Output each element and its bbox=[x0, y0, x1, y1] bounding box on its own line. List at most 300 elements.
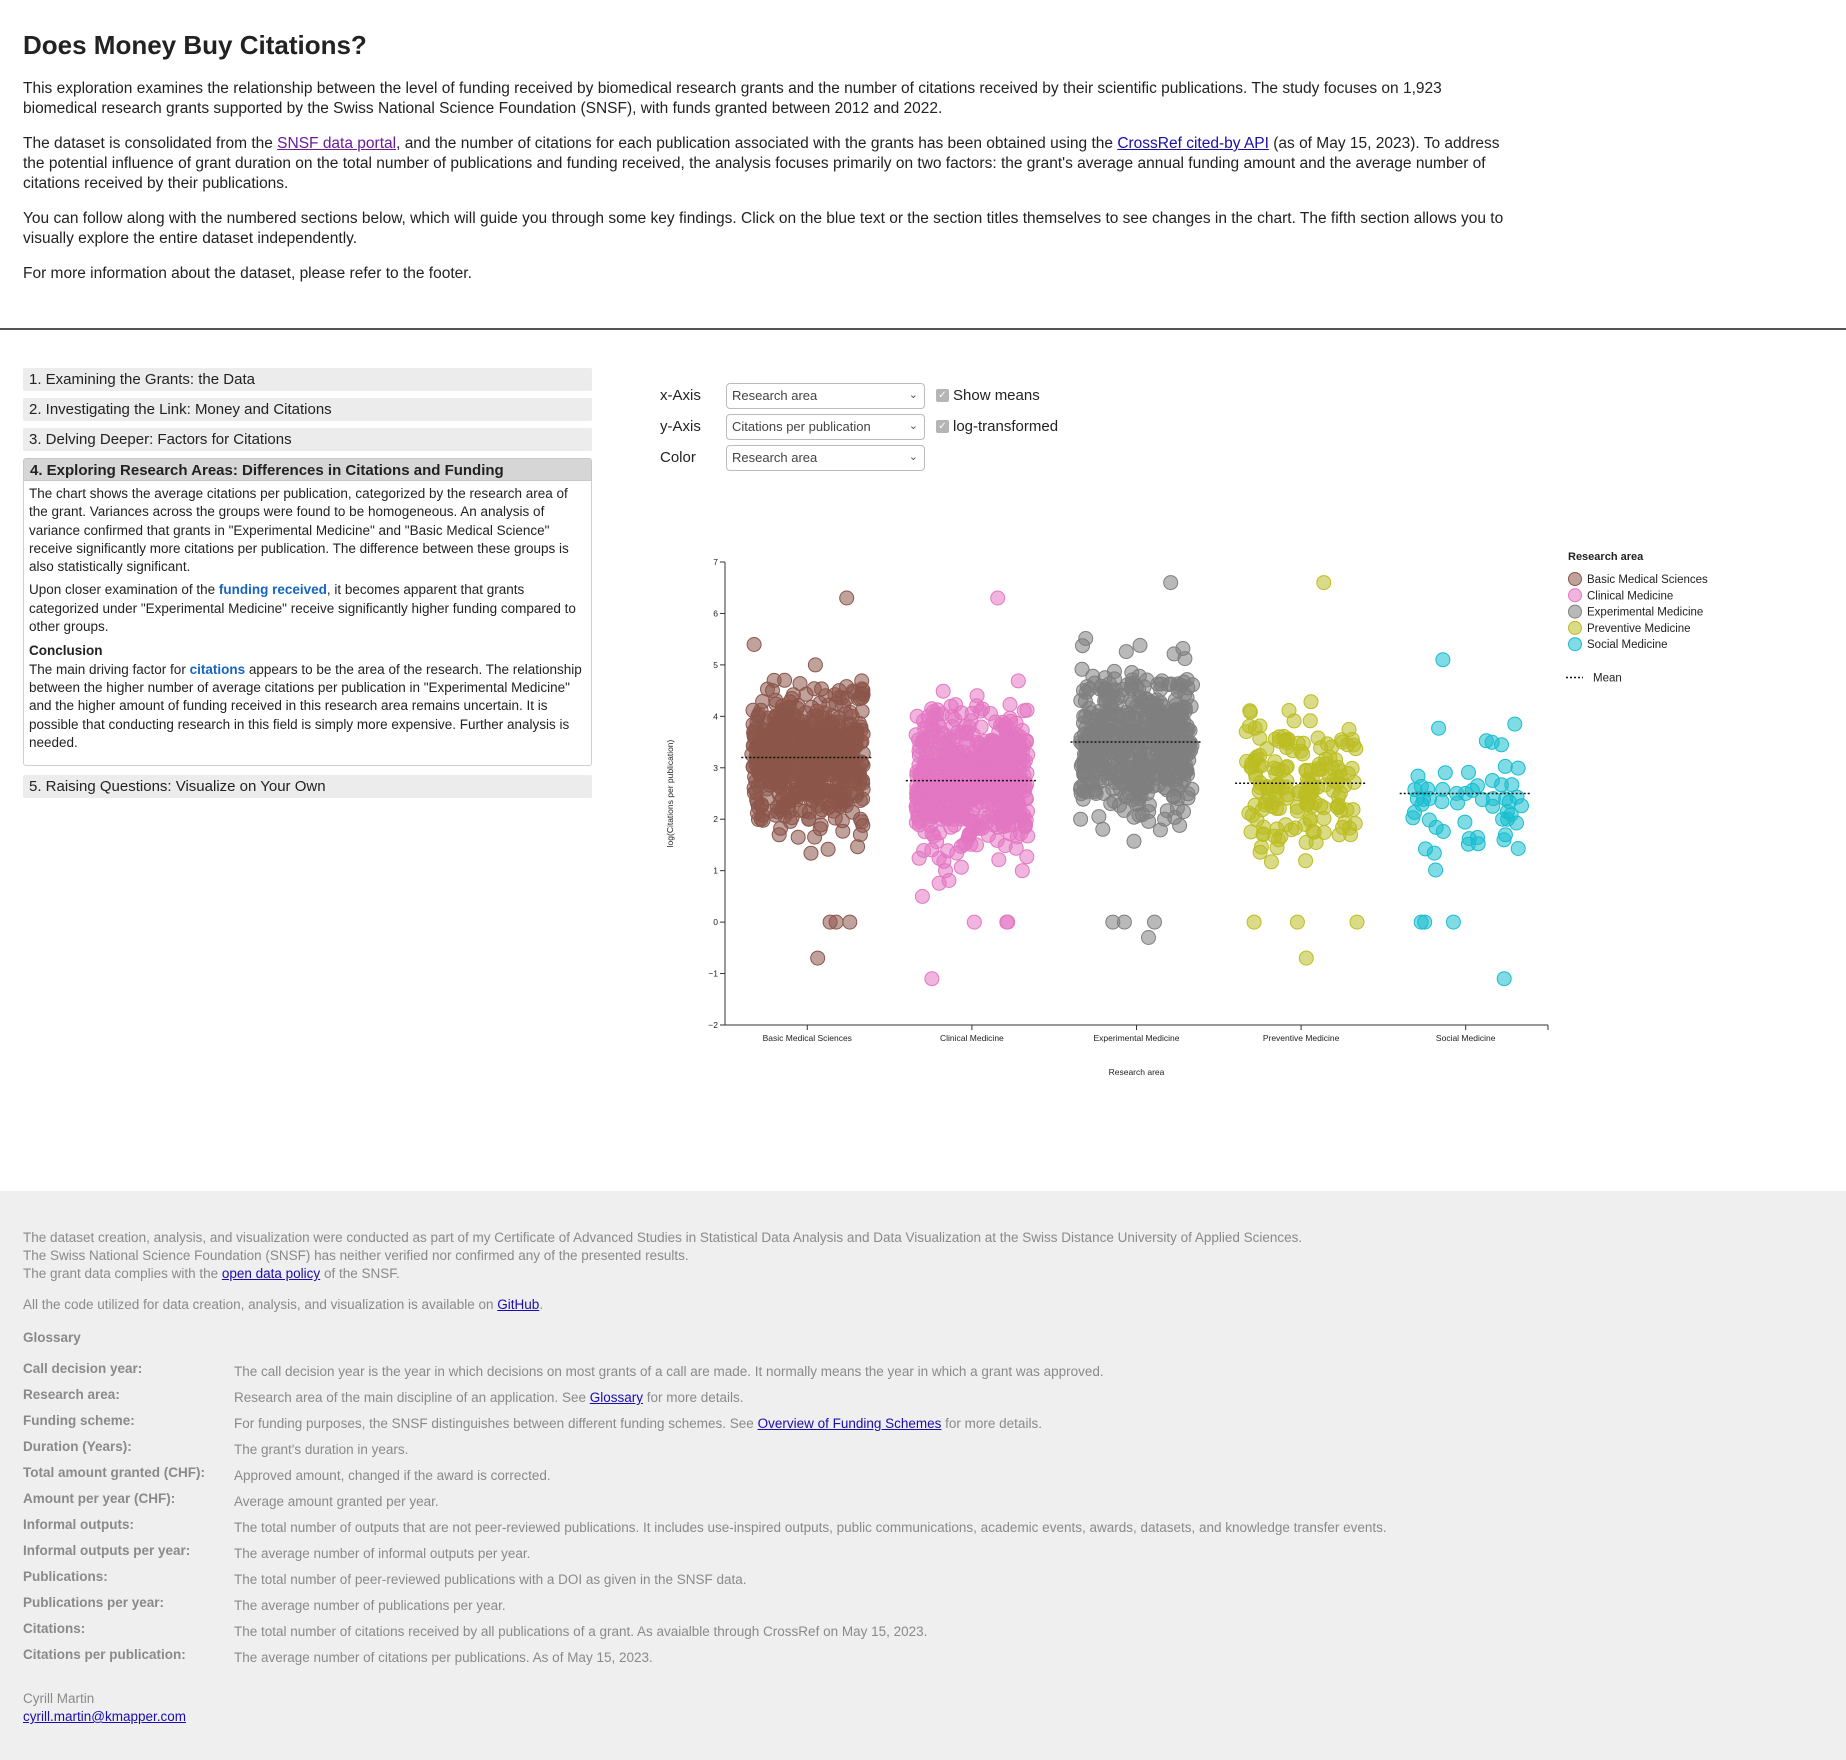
intro-text: (as of May 15, 2023). To address the potential influence of grant duration on the total number of publications and funding received, the analysis focuses primarily on two factors: the grant's average annual funding amount and the average number of citations received by their publications. bbox=[23, 135, 1500, 192]
data-point bbox=[1312, 757, 1326, 771]
glossary-definition bbox=[234, 1387, 744, 1413]
color-value: Research area bbox=[732, 449, 818, 465]
glossary-definition: Approved amount, changed if the award is corrected. bbox=[234, 1468, 551, 1483]
data-point bbox=[924, 798, 938, 812]
data-point bbox=[1287, 714, 1301, 728]
data-point bbox=[849, 722, 863, 736]
data-point bbox=[760, 792, 774, 806]
data-point bbox=[847, 775, 861, 789]
data-point bbox=[1142, 931, 1156, 945]
data-point bbox=[1303, 811, 1317, 825]
glossary-term: Informal outputs: bbox=[23, 1517, 134, 1532]
data-point bbox=[998, 720, 1012, 734]
data-point bbox=[1144, 747, 1158, 761]
data-point bbox=[950, 743, 964, 757]
show-means-checkbox[interactable] bbox=[936, 387, 1040, 404]
glossary-text: For funding purposes, the SNSF distinguishes between different funding schemes. See bbox=[234, 1416, 758, 1431]
data-point bbox=[808, 787, 822, 801]
y-tick-label: 6 bbox=[713, 608, 718, 619]
data-point bbox=[1485, 774, 1499, 788]
data-point bbox=[1458, 815, 1472, 829]
chevron-down-icon: ⌄ bbox=[908, 450, 918, 463]
data-point bbox=[824, 785, 838, 799]
data-point bbox=[1017, 812, 1031, 826]
data-point bbox=[1342, 723, 1356, 737]
x-tick-label: Basic Medical Sciences bbox=[762, 1033, 852, 1043]
log-transform-checkbox[interactable] bbox=[936, 418, 1058, 435]
data-point bbox=[1317, 576, 1331, 590]
data-point bbox=[1154, 717, 1168, 731]
data-point bbox=[925, 972, 939, 986]
legend-swatch bbox=[1569, 605, 1582, 618]
x-axis-select[interactable] bbox=[726, 383, 925, 409]
data-point bbox=[1299, 854, 1313, 868]
legend-item: Experimental Medicine bbox=[1587, 606, 1704, 619]
footer bbox=[0, 1191, 1846, 1760]
author-name: Cyrill Martin bbox=[23, 1691, 95, 1706]
glossary-text: for more details. bbox=[941, 1416, 1042, 1431]
data-point bbox=[915, 889, 929, 903]
y-tick-label: 2 bbox=[713, 814, 718, 825]
data-point bbox=[1462, 832, 1476, 846]
legend-item: Basic Medical Sciences bbox=[1587, 574, 1708, 586]
data-point bbox=[990, 752, 1004, 766]
y-tick-label: −1 bbox=[708, 968, 718, 979]
intro-text: , and the number of citations for each publication associated with the grants has been obtained using the bbox=[396, 135, 1118, 152]
data-point bbox=[1140, 699, 1154, 713]
data-point bbox=[1121, 678, 1135, 692]
data-point bbox=[1015, 864, 1029, 878]
data-point bbox=[1415, 797, 1429, 811]
section-2 bbox=[23, 398, 592, 421]
glossary-row bbox=[23, 1361, 1823, 1387]
data-point bbox=[964, 837, 978, 851]
section-1 bbox=[23, 368, 592, 391]
data-point bbox=[1018, 784, 1032, 798]
x-tick-label: Social Medicine bbox=[1435, 1033, 1496, 1043]
data-point bbox=[1303, 714, 1317, 728]
data-point bbox=[813, 822, 827, 836]
x-axis-label: x-Axis bbox=[660, 387, 701, 404]
conclusion-heading: Conclusion bbox=[29, 643, 103, 659]
section-text: Upon closer examination of the bbox=[29, 582, 219, 598]
legend-item: Preventive Medicine bbox=[1587, 622, 1691, 635]
glossary-link[interactable]: Glossary bbox=[589, 1390, 643, 1405]
data-point bbox=[747, 786, 761, 800]
data-point bbox=[971, 761, 985, 775]
glossary-row bbox=[23, 1439, 1823, 1465]
data-point bbox=[854, 812, 868, 826]
glossary-term: Informal outputs per year: bbox=[23, 1543, 191, 1558]
data-point bbox=[1136, 808, 1150, 822]
data-point bbox=[1166, 732, 1180, 746]
data-point bbox=[1471, 779, 1485, 793]
x-tick-label: Preventive Medicine bbox=[1262, 1033, 1340, 1043]
footer-text: . bbox=[539, 1297, 544, 1312]
data-point bbox=[1435, 795, 1449, 809]
footer-line-1: The dataset creation, analysis, and visualization were conducted as part of my Certificate of Advanced Studies in Statistical Data Analysis and Data Visualization at the Swiss Distance University of Applied Sciences. bbox=[23, 1230, 1303, 1245]
x-axis-title: Research area bbox=[1108, 1067, 1165, 1077]
data-point bbox=[1436, 653, 1450, 667]
section-text: , it becomes apparent that grants categorized under "Experimental Medicine" receive significantly higher funding compared to other groups. bbox=[29, 582, 576, 635]
glossary-term: Amount per year (CHF): bbox=[23, 1491, 176, 1506]
data-point bbox=[1016, 744, 1030, 758]
data-point bbox=[772, 748, 786, 762]
glossary-row bbox=[23, 1491, 1823, 1517]
color-row bbox=[660, 444, 1058, 471]
y-tick-label: 5 bbox=[713, 659, 718, 670]
data-point bbox=[809, 731, 823, 745]
intro-paragraph-2 bbox=[23, 134, 1507, 194]
glossary-text: Research area of the main discipline of an application. See bbox=[234, 1390, 590, 1405]
data-point bbox=[954, 860, 968, 874]
data-point bbox=[1124, 761, 1138, 775]
data-point bbox=[756, 813, 770, 827]
data-point bbox=[1177, 675, 1191, 689]
data-point bbox=[1175, 763, 1189, 777]
data-point bbox=[829, 915, 843, 929]
data-point bbox=[937, 727, 951, 741]
x-tick-label: Clinical Medicine bbox=[940, 1033, 1004, 1043]
section-3-header[interactable]: 3. Delving Deeper: Factors for Citations bbox=[23, 428, 592, 451]
data-point bbox=[790, 720, 804, 734]
github-link[interactable]: GitHub bbox=[497, 1297, 540, 1312]
data-point bbox=[1438, 766, 1452, 780]
chevron-down-icon: ⌄ bbox=[908, 388, 918, 401]
data-point bbox=[1009, 841, 1023, 855]
data-point bbox=[1253, 845, 1267, 859]
intro-section bbox=[0, 0, 1530, 284]
glossary-term: Call decision year: bbox=[23, 1361, 143, 1376]
section-4-paragraph-1: The chart shows the average citations per publication, categorized by the research area of the grant. Variances across the groups were found to be homogeneous. An analysis of variance confirmed that grants in "Experimental Medicine" and "Basic Medical Science" receive significantly more citations per publication. The difference between these groups is also statistically significant. bbox=[29, 486, 569, 575]
section-2-header[interactable]: 2. Investigating the Link: Money and Citations bbox=[23, 398, 592, 421]
data-point bbox=[808, 658, 822, 672]
data-point bbox=[1247, 915, 1261, 929]
glossary-term: Citations: bbox=[23, 1621, 86, 1636]
section-4-body bbox=[23, 481, 592, 766]
data-point bbox=[991, 591, 1005, 605]
data-point bbox=[775, 699, 789, 713]
footer-text: The grant data complies with the bbox=[23, 1266, 222, 1281]
data-point bbox=[794, 776, 808, 790]
data-point bbox=[1264, 855, 1278, 869]
data-point bbox=[1429, 863, 1443, 877]
checkbox-checked-icon: ✓ bbox=[936, 420, 949, 433]
glossary-term: Research area: bbox=[23, 1387, 120, 1402]
glossary-definition: The total number of peer-reviewed publications with a DOI as given in the SNSF data. bbox=[234, 1572, 747, 1587]
y-axis-title: log(Citations per publication) bbox=[665, 739, 675, 848]
data-point bbox=[1151, 677, 1165, 691]
section-5-header[interactable]: 5. Raising Questions: Visualize on Your Own bbox=[23, 775, 592, 798]
legend-item: Clinical Medicine bbox=[1587, 590, 1674, 603]
legend-swatch bbox=[1569, 638, 1582, 651]
section-divider bbox=[0, 328, 1846, 330]
data-point bbox=[1183, 724, 1197, 738]
footer-text: All the code utilized for data creation, analysis, and visualization is available on bbox=[23, 1297, 498, 1312]
data-point bbox=[809, 716, 823, 730]
data-point bbox=[1348, 817, 1362, 831]
legend-item: Social Medicine bbox=[1587, 639, 1668, 652]
data-point bbox=[1350, 915, 1364, 929]
data-point bbox=[771, 805, 785, 819]
data-point bbox=[836, 824, 850, 838]
data-point bbox=[1272, 801, 1286, 815]
data-point bbox=[1133, 638, 1147, 652]
x-axis-value: Research area bbox=[732, 387, 818, 403]
data-point bbox=[1510, 816, 1524, 830]
data-point bbox=[1511, 842, 1525, 856]
data-point bbox=[986, 735, 1000, 749]
y-axis-value: Citations per publication bbox=[732, 418, 871, 434]
funding-received-link[interactable]: funding received bbox=[218, 582, 327, 598]
legend-swatch bbox=[1569, 573, 1582, 586]
data-point bbox=[1153, 823, 1167, 837]
color-select[interactable] bbox=[726, 445, 925, 471]
section-4-paragraph-3 bbox=[29, 661, 585, 752]
data-point bbox=[1248, 721, 1262, 735]
data-point bbox=[750, 753, 764, 767]
glossary-row bbox=[23, 1621, 1823, 1647]
author-block bbox=[23, 1690, 1823, 1726]
data-point bbox=[1280, 741, 1294, 755]
data-point bbox=[920, 720, 934, 734]
data-point bbox=[1121, 744, 1135, 758]
data-point bbox=[1270, 779, 1284, 793]
y-tick-label: 3 bbox=[713, 762, 718, 773]
data-point bbox=[829, 697, 843, 711]
data-point bbox=[1345, 761, 1359, 775]
data-point bbox=[807, 682, 821, 696]
data-point bbox=[1436, 825, 1450, 839]
legend-mean-label: Mean bbox=[1593, 672, 1622, 685]
show-means-label: Show means bbox=[953, 387, 1040, 404]
section-4-header[interactable]: 4. Exploring Research Areas: Differences in Citations and Funding bbox=[23, 458, 592, 481]
y-tick-label: 7 bbox=[713, 557, 718, 567]
section-accordion bbox=[23, 368, 592, 805]
data-point bbox=[912, 733, 926, 747]
data-point bbox=[1077, 765, 1091, 779]
data-point bbox=[1176, 642, 1190, 656]
data-point bbox=[1079, 632, 1093, 646]
data-point bbox=[1125, 775, 1139, 789]
data-point bbox=[1418, 915, 1432, 929]
data-point bbox=[1279, 761, 1293, 775]
data-point bbox=[1173, 709, 1187, 723]
data-point bbox=[1111, 708, 1125, 722]
color-label: Color bbox=[660, 449, 696, 466]
data-point bbox=[1099, 682, 1113, 696]
data-point bbox=[1119, 645, 1133, 659]
glossary-definition: The grant's duration in years. bbox=[234, 1442, 409, 1457]
data-point bbox=[855, 704, 869, 718]
data-point bbox=[919, 750, 933, 764]
x-axis-row bbox=[660, 382, 1058, 409]
glossary-row bbox=[23, 1543, 1823, 1569]
glossary-link[interactable]: Overview of Funding Schemes bbox=[757, 1416, 942, 1431]
legend-title: Research area bbox=[1568, 551, 1644, 563]
data-point bbox=[1104, 765, 1118, 779]
data-point bbox=[804, 846, 818, 860]
data-point bbox=[1132, 669, 1146, 683]
data-point bbox=[1248, 752, 1262, 766]
open-data-policy-link[interactable]: open data policy bbox=[221, 1266, 321, 1281]
data-point bbox=[1406, 811, 1420, 825]
data-point bbox=[1092, 810, 1106, 824]
glossary-definition: The average number of citations per publications. As of May 15, 2023. bbox=[234, 1650, 653, 1665]
data-point bbox=[1256, 828, 1270, 842]
data-point bbox=[1299, 951, 1313, 965]
data-point bbox=[825, 715, 839, 729]
y-axis-select[interactable] bbox=[726, 414, 925, 440]
data-point bbox=[747, 638, 761, 652]
data-point bbox=[1498, 759, 1512, 773]
chart-controls bbox=[660, 382, 1058, 475]
legend-swatch bbox=[1569, 621, 1582, 634]
intro-paragraph-4: For more information about the dataset, please refer to the footer. bbox=[23, 265, 472, 282]
y-axis-label: y-Axis bbox=[660, 418, 701, 435]
data-point bbox=[1002, 818, 1016, 832]
data-point bbox=[1074, 812, 1088, 826]
data-point bbox=[936, 684, 950, 698]
data-point bbox=[811, 951, 825, 965]
data-point bbox=[1326, 761, 1340, 775]
section-3 bbox=[23, 428, 592, 451]
data-point bbox=[1243, 704, 1257, 718]
data-point bbox=[821, 842, 835, 856]
data-point bbox=[746, 739, 760, 753]
data-point bbox=[748, 770, 762, 784]
glossary-term: Publications: bbox=[23, 1569, 108, 1584]
data-point bbox=[1077, 709, 1091, 723]
data-point bbox=[1098, 726, 1112, 740]
section-5 bbox=[23, 775, 592, 798]
data-point bbox=[1074, 694, 1088, 708]
glossary-row bbox=[23, 1569, 1823, 1595]
data-point bbox=[1148, 915, 1162, 929]
data-point bbox=[1296, 736, 1310, 750]
data-point bbox=[1011, 674, 1025, 688]
citations-link[interactable]: citations bbox=[189, 661, 246, 677]
glossary-row bbox=[23, 1387, 1823, 1413]
data-point bbox=[911, 811, 925, 825]
y-axis-row bbox=[660, 413, 1058, 440]
data-point bbox=[1014, 827, 1028, 841]
data-point bbox=[1083, 682, 1097, 696]
data-point bbox=[1497, 972, 1511, 986]
data-point bbox=[1086, 776, 1100, 790]
data-point bbox=[767, 673, 781, 687]
data-point bbox=[975, 748, 989, 762]
data-point bbox=[775, 730, 789, 744]
data-point bbox=[1086, 669, 1100, 683]
data-point bbox=[843, 915, 857, 929]
data-point bbox=[1127, 834, 1141, 848]
data-point bbox=[957, 758, 971, 772]
data-point bbox=[1004, 761, 1018, 775]
data-point bbox=[955, 783, 969, 797]
legend-swatch bbox=[1569, 589, 1582, 602]
data-point bbox=[1096, 822, 1110, 836]
glossary-row bbox=[23, 1465, 1823, 1491]
data-point bbox=[967, 915, 981, 929]
glossary-row bbox=[23, 1517, 1823, 1543]
glossary-definition: The average number of informal outputs per year. bbox=[234, 1546, 531, 1561]
glossary-text: for more details. bbox=[642, 1390, 744, 1405]
data-point bbox=[1252, 784, 1266, 798]
glossary-term: Total amount granted (CHF): bbox=[23, 1465, 205, 1480]
data-point bbox=[1106, 915, 1120, 929]
glossary-term: Duration (Years): bbox=[23, 1439, 132, 1454]
data-point bbox=[787, 790, 801, 804]
data-point bbox=[833, 742, 847, 756]
data-point bbox=[1181, 787, 1195, 801]
footer-text: of the SNSF. bbox=[320, 1266, 400, 1281]
data-point bbox=[935, 707, 949, 721]
data-point bbox=[1485, 735, 1499, 749]
footer-line-4 bbox=[23, 1296, 1823, 1314]
data-point bbox=[793, 803, 807, 817]
data-point bbox=[992, 853, 1006, 867]
data-point bbox=[1508, 717, 1522, 731]
y-tick-label: −2 bbox=[708, 1020, 718, 1030]
data-point bbox=[1427, 846, 1441, 860]
data-point bbox=[1497, 833, 1511, 847]
y-tick-label: 1 bbox=[713, 865, 718, 876]
data-point bbox=[814, 770, 828, 784]
data-point bbox=[930, 835, 944, 849]
data-point bbox=[976, 702, 990, 716]
data-point bbox=[851, 840, 865, 854]
glossary-definition bbox=[234, 1413, 1042, 1439]
data-point bbox=[1432, 721, 1446, 735]
data-point bbox=[1078, 747, 1092, 761]
data-point bbox=[840, 591, 854, 605]
section-1-header[interactable]: 1. Examining the Grants: the Data bbox=[23, 368, 592, 391]
data-point bbox=[988, 810, 1002, 824]
data-point bbox=[772, 769, 786, 783]
data-point bbox=[1092, 743, 1106, 757]
author-email-link[interactable]: cyrill.martin@kmapper.com bbox=[23, 1709, 186, 1724]
data-point bbox=[920, 783, 934, 797]
chevron-down-icon: ⌄ bbox=[908, 419, 918, 432]
y-tick-label: 0 bbox=[713, 917, 718, 928]
data-point bbox=[1414, 779, 1428, 793]
data-point bbox=[1000, 915, 1014, 929]
data-point bbox=[1291, 804, 1305, 818]
data-point bbox=[856, 688, 870, 702]
intro-text: The dataset is consolidated from the bbox=[23, 135, 278, 152]
snsf-data-portal-link[interactable]: SNSF data portal bbox=[277, 135, 397, 152]
glossary-definition: Average amount granted per year. bbox=[234, 1494, 439, 1509]
data-point bbox=[917, 844, 931, 858]
glossary-row bbox=[23, 1595, 1823, 1621]
section-4 bbox=[23, 458, 592, 766]
data-point bbox=[1462, 765, 1476, 779]
data-point bbox=[1511, 761, 1525, 775]
glossary-row bbox=[23, 1647, 1823, 1673]
data-point bbox=[1306, 825, 1320, 839]
data-point bbox=[1250, 813, 1264, 827]
data-point bbox=[800, 744, 814, 758]
footer-line-2: The Swiss National Science Foundation (SNSF) has neither verified nor confirmed any of the presented results. bbox=[23, 1248, 689, 1263]
data-point bbox=[756, 695, 770, 709]
glossary-definition: The total number of citations received by all publications of a grant. As avaialble through CrossRef on May 15, 2023. bbox=[234, 1624, 928, 1639]
section-text: The main driving factor for bbox=[29, 661, 190, 677]
data-point bbox=[990, 833, 1004, 847]
crossref-api-link[interactable]: CrossRef cited-by API bbox=[1117, 135, 1269, 152]
data-point bbox=[1336, 820, 1350, 834]
intro-paragraph-3: You can follow along with the numbered sections below, which will guide you through some key findings. Click on the blue text or the section titles themselves to see changes in the chart. The fifth section allows you to visually explore the entire dataset independently. bbox=[23, 210, 1504, 247]
